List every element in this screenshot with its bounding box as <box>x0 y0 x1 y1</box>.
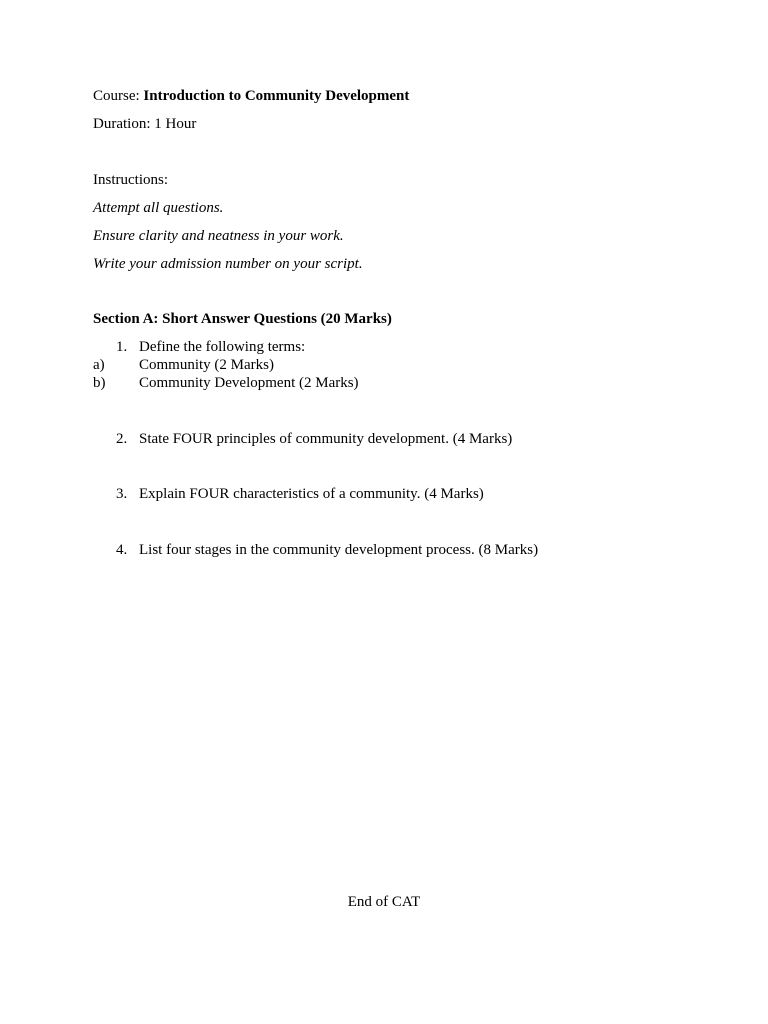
part-label: a) <box>93 357 105 373</box>
question-number: 2. <box>116 431 128 447</box>
question-text: Define the following terms: <box>139 339 306 355</box>
instruction-item: Write your admission number on your script. <box>93 256 363 272</box>
question-number: 1. <box>116 339 128 355</box>
instruction-item: Ensure clarity and neatness in your work. <box>93 228 344 244</box>
part-label: b) <box>93 375 106 391</box>
question-text: State FOUR principles of community development. (4 Marks) <box>139 431 513 447</box>
instruction-item: Attempt all questions. <box>93 200 224 216</box>
part-text: Community (2 Marks) <box>139 357 274 373</box>
question-text: List four stages in the community development process. (8 Marks) <box>139 542 539 558</box>
duration-line: Duration: 1 Hour <box>93 116 197 132</box>
end-of-cat: End of CAT <box>347 894 421 910</box>
question-number: 3. <box>116 486 128 502</box>
instructions-heading: Instructions: <box>93 172 168 188</box>
course-title: Introduction to Community Development <box>143 88 410 104</box>
course-label: Course: <box>93 88 144 104</box>
question-number: 4. <box>116 542 128 558</box>
section-a-heading: Section A: Short Answer Questions (20 Marks) <box>93 311 392 327</box>
question-text: Explain FOUR characteristics of a community. (4 Marks) <box>139 486 484 502</box>
part-text: Community Development (2 Marks) <box>139 375 359 391</box>
course-line <box>93 87 409 105</box>
